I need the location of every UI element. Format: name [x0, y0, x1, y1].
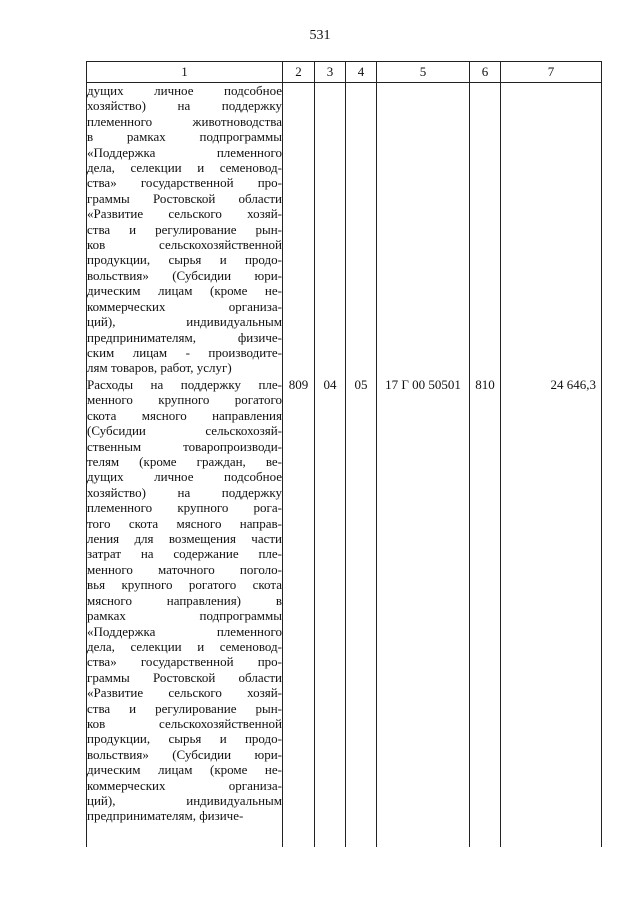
description-line: ций), индивидуальным	[87, 792, 282, 808]
description-line: ков сельскохозяйственной	[87, 715, 282, 731]
description-line: (Субсидии сельскохозяй-	[87, 423, 282, 439]
row-description	[87, 377, 283, 847]
cell-section	[315, 83, 346, 378]
description-line: предпринимателям, физиче-	[87, 329, 282, 345]
description-line: ства и регулирование рын-	[87, 221, 282, 237]
cell-amount: 24 646,3	[501, 377, 602, 847]
cell-expense-type	[470, 83, 501, 378]
header-col-6: 6	[470, 62, 501, 83]
description-line: лям товаров, работ, услуг)	[87, 360, 232, 376]
description-line: того скота мясного направ-	[87, 515, 282, 531]
header-col-7: 7	[501, 62, 602, 83]
description-line: продукции, сырья и продо-	[87, 731, 282, 747]
description-line: ства и регулирование рын-	[87, 700, 282, 716]
table-row	[87, 83, 602, 378]
description-line: коммерческих организа-	[87, 298, 282, 314]
header-col-1: 1	[87, 62, 283, 83]
description-line: хозяйство) на поддержку	[87, 484, 282, 500]
cell-expense-type: 810	[470, 377, 501, 847]
description-line: дическим лицам (кроме не-	[87, 762, 282, 778]
description-line: ления для возмещения части	[87, 531, 282, 547]
cell-ministry-code: 809	[283, 377, 315, 847]
description-line: «Поддержка племенного	[87, 623, 282, 639]
description-line: «Развитие сельского хозяй-	[87, 206, 282, 222]
header-col-2: 2	[283, 62, 315, 83]
description-line: дущих личное подсобное	[87, 83, 282, 98]
description-line: племенного животноводства	[87, 113, 282, 129]
description-line: ским лицам - производите-	[87, 344, 282, 360]
description-line: ства» государственной про-	[87, 654, 282, 670]
cell-ministry-code	[283, 83, 315, 378]
description-line: «Поддержка племенного	[87, 144, 282, 160]
cell-subsection: 05	[346, 377, 377, 847]
cell-target-article: 17 Г 00 50501	[377, 377, 470, 847]
description-line: вольствия» (Субсидии юри-	[87, 746, 282, 762]
description-line: рамках подпрограммы	[87, 608, 282, 624]
description-line: мясного направления) в	[87, 592, 282, 608]
header-col-3: 3	[315, 62, 346, 83]
description-line: хозяйство) на поддержку	[87, 98, 282, 114]
description-line: коммерческих организа-	[87, 777, 282, 793]
cell-amount	[501, 83, 602, 378]
description-line: ства» государственной про-	[87, 175, 282, 191]
description-line: дущих личное подсобное	[87, 469, 282, 485]
cell-section: 04	[315, 377, 346, 847]
description-line: Расходы на поддержку пле-	[87, 377, 282, 392]
description-line: скота мясного направления	[87, 407, 282, 423]
description-line: дела, селекции и семеновод-	[87, 160, 282, 176]
description-line: ков сельскохозяйственной	[87, 237, 282, 253]
description-line: дела, селекции и семеновод-	[87, 638, 282, 654]
description-line: граммы Ростовской области	[87, 190, 282, 206]
description-line: менного крупного рогатого	[87, 392, 282, 408]
page-number: 531	[309, 28, 331, 43]
table-row	[87, 377, 602, 847]
header-col-4: 4	[346, 62, 377, 83]
description-line: вольствия» (Субсидии юри-	[87, 267, 282, 283]
row-description	[87, 83, 283, 378]
description-line: граммы Ростовской области	[87, 669, 282, 685]
description-line: менного маточного поголо-	[87, 561, 282, 577]
cell-target-article	[377, 83, 470, 378]
description-line: затрат на содержание пле-	[87, 546, 282, 562]
description-line: в рамках подпрограммы	[87, 129, 282, 145]
table-header-row	[87, 62, 602, 83]
description-line: ственным товаропроизводи-	[87, 438, 282, 454]
description-line: «Развитие сельского хозяй-	[87, 685, 282, 701]
budget-table	[86, 61, 602, 847]
description-line: ций), индивидуальным	[87, 314, 282, 330]
description-line: племенного крупного рога-	[87, 500, 282, 516]
description-line: продукции, сырья и продо-	[87, 252, 282, 268]
header-col-5: 5	[377, 62, 470, 83]
description-line: дическим лицам (кроме не-	[87, 283, 282, 299]
cell-subsection	[346, 83, 377, 378]
description-line: предпринимателям, физиче-	[87, 808, 244, 824]
description-line: телям (кроме граждан, ве-	[87, 454, 282, 470]
description-line: вья крупного рогатого скота	[87, 577, 282, 593]
